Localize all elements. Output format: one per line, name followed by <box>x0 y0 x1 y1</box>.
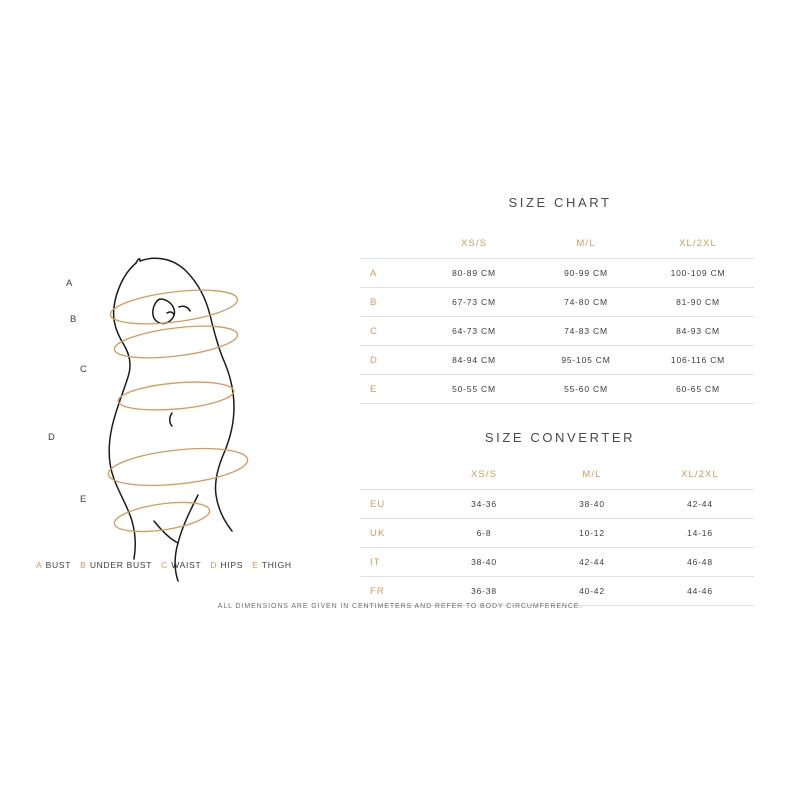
size-converter-col-0 <box>360 459 430 490</box>
size-converter-fr-m-l: 40-42 <box>538 577 646 606</box>
size-chart-e-xl-2xl: 60-65 CM <box>642 375 754 404</box>
measurement-rings <box>107 284 250 536</box>
table-row <box>360 548 754 577</box>
size-chart-row-key-c: C <box>360 317 418 346</box>
size-converter-it-m-l: 42-44 <box>538 548 646 577</box>
size-converter-uk-xs-s: 6-8 <box>430 519 538 548</box>
legend-key-e: E <box>252 560 259 570</box>
legend-label-e: THIGH <box>261 560 292 570</box>
size-chart-row-key-e: E <box>360 375 418 404</box>
legend <box>36 560 336 570</box>
table-row <box>360 490 754 519</box>
size-chart-c-xs-s: 64-73 CM <box>418 317 530 346</box>
size-chart-c-xl-2xl: 84-93 CM <box>642 317 754 346</box>
ring-b-under-bust <box>113 321 239 364</box>
figure-label-c: C <box>80 364 88 375</box>
size-chart-b-xs-s: 67-73 CM <box>418 288 530 317</box>
size-chart-d-m-l: 95-105 CM <box>530 346 642 375</box>
female-torso-illustration <box>28 195 348 595</box>
size-chart-body <box>360 259 754 404</box>
legend-label-a: BUST <box>45 560 72 570</box>
ring-d-hips <box>107 443 250 491</box>
size-converter-uk-xl-2xl: 14-16 <box>646 519 754 548</box>
size-chart-row-key-a: A <box>360 259 418 288</box>
size-chart-c-m-l: 74-83 CM <box>530 317 642 346</box>
size-converter-col-m-l: M/L <box>538 459 646 490</box>
size-converter-row-key-fr: FR <box>360 577 430 606</box>
size-chart-e-m-l: 55-60 CM <box>530 375 642 404</box>
size-chart-a-m-l: 90-99 CM <box>530 259 642 288</box>
size-converter-table <box>360 459 754 606</box>
size-chart-d-xs-s: 84-94 CM <box>418 346 530 375</box>
legend-key-a: A <box>36 560 43 570</box>
legend-label-c: WAIST <box>171 560 202 570</box>
size-chart-table <box>360 228 754 404</box>
size-converter-col-xs-s: XS/S <box>430 459 538 490</box>
size-chart-col-0 <box>360 228 418 259</box>
tables-column <box>360 195 760 606</box>
footnote: ALL DIMENSIONS ARE GIVEN IN CENTIMETERS AND REFER TO BODY CIRCUMFERENCE. <box>217 603 583 610</box>
legend-item-d <box>210 560 243 570</box>
legend-item-c <box>161 560 201 570</box>
figure-letter-labels <box>48 278 88 505</box>
body-outline <box>109 258 234 581</box>
size-converter-row-key-uk: UK <box>360 519 430 548</box>
size-chart-col-m-l: M/L <box>530 228 642 259</box>
legend-key-b: B <box>80 560 87 570</box>
table-row <box>360 519 754 548</box>
legend-label-d: HIPS <box>220 560 244 570</box>
size-converter-uk-m-l: 10-12 <box>538 519 646 548</box>
size-converter-row-key-eu: EU <box>360 490 430 519</box>
size-converter-fr-xs-s: 36-38 <box>430 577 538 606</box>
table-row <box>360 375 754 404</box>
size-converter-eu-m-l: 38-40 <box>538 490 646 519</box>
size-converter-col-xl-2xl: XL/2XL <box>646 459 754 490</box>
figure-label-b: B <box>70 314 78 325</box>
size-converter-section <box>360 430 760 606</box>
size-chart-b-xl-2xl: 81-90 CM <box>642 288 754 317</box>
legend-item-e <box>252 560 292 570</box>
size-converter-body <box>360 490 754 606</box>
size-chart-a-xl-2xl: 100-109 CM <box>642 259 754 288</box>
size-chart-e-xs-s: 50-55 CM <box>418 375 530 404</box>
table-row <box>360 577 754 606</box>
legend-key-d: D <box>210 560 217 570</box>
legend-item-a <box>36 560 71 570</box>
legend-label-b: UNDER BUST <box>89 560 153 570</box>
size-converter-row-key-it: IT <box>360 548 430 577</box>
size-chart-d-xl-2xl: 106-116 CM <box>642 346 754 375</box>
legend-key-c: C <box>161 560 168 570</box>
table-row <box>360 317 754 346</box>
size-converter-eu-xs-s: 34-36 <box>430 490 538 519</box>
size-chart-a-xs-s: 80-89 CM <box>418 259 530 288</box>
figure-label-e: E <box>80 494 88 505</box>
body-measurement-diagram <box>28 195 348 595</box>
size-converter-it-xs-s: 38-40 <box>430 548 538 577</box>
size-converter-head <box>360 459 754 490</box>
size-chart-b-m-l: 74-80 CM <box>530 288 642 317</box>
size-chart-row-key-b: B <box>360 288 418 317</box>
ring-c-waist <box>117 378 235 414</box>
figure-label-d: D <box>48 432 56 443</box>
table-row <box>360 259 754 288</box>
size-converter-it-xl-2xl: 46-48 <box>646 548 754 577</box>
legend-item-b <box>80 560 152 570</box>
table-row <box>360 346 754 375</box>
size-chart-head <box>360 228 754 259</box>
size-chart-col-xl-2xl: XL/2XL <box>642 228 754 259</box>
table-header-row <box>360 459 754 490</box>
table-header-row <box>360 228 754 259</box>
size-chart-title: SIZE CHART <box>508 195 612 210</box>
size-chart-row-key-d: D <box>360 346 418 375</box>
table-row <box>360 288 754 317</box>
size-converter-eu-xl-2xl: 42-44 <box>646 490 754 519</box>
figure-label-a: A <box>66 278 74 289</box>
size-chart-col-xs-s: XS/S <box>418 228 530 259</box>
size-converter-fr-xl-2xl: 44-46 <box>646 577 754 606</box>
size-converter-title: SIZE CONVERTER <box>484 430 636 445</box>
ring-e-thigh <box>113 497 212 536</box>
